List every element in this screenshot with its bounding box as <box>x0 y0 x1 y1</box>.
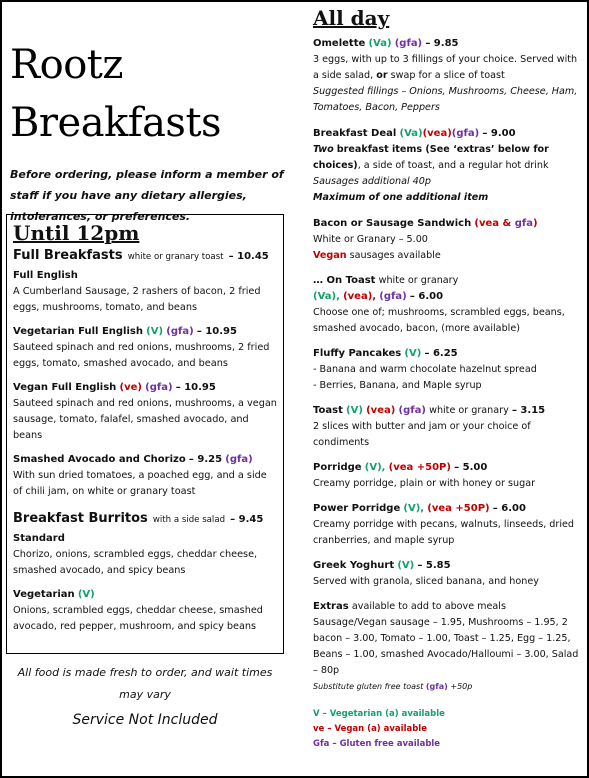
power-porridge-name: Power Porridge <box>313 503 401 514</box>
on-toast-desc: Choose one of; mushrooms, scrambled eggs, beans, smashed avocado, bacon, (more available) <box>313 307 565 334</box>
vegetarian-tag: (Va) <box>368 38 392 49</box>
porridge-name: Porridge <box>313 462 362 473</box>
full-breakfasts-note: white or granary toast <box>127 252 224 262</box>
breakfast-deal-sausages: Sausages additional 40p <box>313 176 431 187</box>
all-day-heading: All day <box>313 6 390 30</box>
extras-list: Sausage/Vegan sausage – 1.95, Mushrooms – 1.95, 2 bacon – 3.00, Tomato – 1.00, Toast – 1.25, Egg – 1.25, Beans – 1.00, smashed Avocado/Halloumi – 3.00, Salad – 80p <box>313 617 579 676</box>
vegan-tag: (ve) <box>119 382 142 393</box>
legend-vegan: ve – Vegan (a) available <box>313 724 427 734</box>
vegan-tag: (vea) <box>343 291 373 302</box>
veg-full-english-desc: Sauteed spinach and red onions, mushrooms, 2 fried eggs, tomato, smashed avocado, and beans <box>13 342 270 369</box>
smashed-avocado-price: – 9.25 <box>188 454 223 465</box>
dietary-legend <box>313 707 583 752</box>
burritos-price: – 9.45 <box>230 514 264 525</box>
breakfast-deal-max: Maximum of one additional item <box>313 192 489 203</box>
full-english-item <box>13 268 277 316</box>
vegetarian-burrito-name: Vegetarian <box>13 589 75 600</box>
sandwich-vegan-rest: sausages available <box>349 250 441 261</box>
sandwich-line: White or Granary – 5.00 <box>313 234 428 245</box>
vegetarian-tag: (V) <box>404 348 422 359</box>
pancakes-option-1: - Banana and warm chocolate hazelnut spread <box>313 364 537 375</box>
vegetarian-tag: (V), <box>403 503 425 514</box>
breakfast-deal-name: Breakfast Deal <box>313 128 397 139</box>
sandwich-name: Bacon or Sausage Sandwich <box>313 218 472 229</box>
breakfast-deal-desc-a: breakfast items (See ‘extras’ below for choices) <box>313 144 549 171</box>
title-line-2: Breakfasts <box>10 100 222 146</box>
legend-gluten-free: Gfa – Gluten free available <box>313 739 441 749</box>
extras-substitute-price: +50p <box>450 682 473 691</box>
full-english-desc: A Cumberland Sausage, 2 rashers of bacon, 2 fried eggs, mushrooms, tomato, and beans <box>13 286 261 313</box>
greek-yoghurt-desc: Served with granola, sliced banana, and honey <box>313 576 539 587</box>
on-toast-price: – 6.00 <box>409 291 444 302</box>
breakfast-deal-two: Two <box>313 144 334 155</box>
vegetarian-tag: (V) <box>397 560 415 571</box>
vegan-full-english-item <box>13 380 277 444</box>
pancakes-name: Fluffy Pancakes <box>313 348 402 359</box>
omelette-suggested: Suggested fillings – Onions, Mushrooms, Cheese, Ham, Tomatoes, Bacon, Peppers <box>313 86 578 113</box>
vegetarian-burrito-desc: Onions, scrambled eggs, cheddar cheese, smashed avocado, red pepper, mushroom, and spicy beans <box>13 605 263 632</box>
breakfast-deal-desc <box>313 142 583 174</box>
vegetarian-tag: (Va) <box>313 291 337 302</box>
vegan-tag: (vea +50P) <box>388 462 451 473</box>
toast-price: – 3.15 <box>511 405 546 416</box>
service-note: Service Not Included <box>72 712 218 728</box>
omelette-desc-b: swap for a slice of toast <box>390 70 505 81</box>
gluten-free-tag: (gfa) <box>145 382 173 393</box>
smashed-avocado-name: Smashed Avocado and Chorizo <box>13 454 186 465</box>
extras-intro: available to add to above meals <box>351 601 506 612</box>
sandwich-vegan-word: Vegan <box>313 250 347 261</box>
on-toast-item: … On Toast white or granary (Va), (vea), (gfa) – 6.00 Choose one of; mushrooms, scrambled eggs, beans, smashed avocado, bacon, (more available) <box>313 273 583 337</box>
pancakes-option-2: - Berries, Banana, and Maple syrup <box>313 380 482 391</box>
vegetarian-tag: (V) <box>146 326 164 337</box>
until-12pm-section <box>6 214 284 654</box>
power-porridge-desc: Creamy porridge with pecans, walnuts, linseeds, dried cranberries, and maple syrup <box>313 519 574 546</box>
restaurant-title <box>10 36 302 152</box>
full-breakfasts-price: – 10.45 <box>228 251 269 262</box>
vegetarian-burrito-item <box>13 587 277 635</box>
title-line-1: Rootz <box>10 42 123 88</box>
gluten-free-tag: (gfa) <box>451 128 480 139</box>
breakfast-deal-desc-b: , a side of toast, and a regular hot drink <box>357 160 549 171</box>
omelette-desc-or: or <box>376 70 388 81</box>
omelette-item <box>313 36 583 116</box>
vegetarian-tag: (V) <box>77 589 95 600</box>
smashed-avocado-desc: With sun dried tomatoes, a poached egg, and a side of chili jam, on white or granary toast <box>13 470 267 497</box>
gluten-free-tag: (gfa) <box>166 326 194 337</box>
porridge-item <box>313 460 583 492</box>
greek-yoghurt-name: Greek Yoghurt <box>313 560 395 571</box>
burritos-title: Breakfast Burritos <box>13 511 148 526</box>
sandwich-paren-open: ( <box>474 218 479 229</box>
smashed-avocado-item <box>13 452 277 500</box>
vegan-full-english-desc: Sauteed spinach and red onions, mushrooms, a vegan sausage, tomato, falafel, smashed avocado, and beans <box>13 398 277 441</box>
gluten-free-tag: (gfa) <box>225 454 253 465</box>
full-breakfasts-title: Full Breakfasts <box>13 248 123 263</box>
burritos-header <box>13 508 277 529</box>
standard-burrito-item <box>13 531 277 579</box>
omelette-name: Omelette <box>313 38 366 49</box>
omelette-desc <box>313 52 583 84</box>
gluten-free-tag: (gfa) <box>379 291 407 302</box>
power-porridge-price: – 6.00 <box>492 503 526 514</box>
vegetarian-tag: (V), <box>364 462 386 473</box>
vegan-tag: vea <box>478 218 500 229</box>
on-toast-name: … On Toast <box>313 275 376 286</box>
allergy-notice: Before ordering, please inform a member of staff if you have any dietary allergies, intolerances, or preferences. <box>10 168 284 223</box>
porridge-price: – 5.00 <box>454 462 488 473</box>
porridge-desc: Creamy porridge, plain or with honey or sugar <box>313 478 536 489</box>
omelette-price: – 9.85 <box>425 38 459 49</box>
standard-burrito-desc: Chorizo, onions, scrambled eggs, cheddar cheese, smashed avocado, and spicy beans <box>13 549 258 576</box>
gluten-free-tag: (gfa) <box>394 38 423 49</box>
power-porridge-item <box>313 501 583 549</box>
fresh-notice: All food is made fresh to order, and wait times may vary <box>17 666 273 701</box>
vegan-tag: (vea) <box>422 128 452 139</box>
breakfast-deal-price: – 9.00 <box>482 128 516 139</box>
all-day-section <box>313 6 583 752</box>
legend-vegetarian: V – Vegetarian (a) available <box>313 709 445 719</box>
veg-full-english-price: – 10.95 <box>196 326 237 337</box>
vegan-tag: (vea +50P) <box>427 503 490 514</box>
extras-item <box>313 599 583 695</box>
vegetarian-tag: (Va) <box>399 128 423 139</box>
vegan-full-english-price: – 10.95 <box>175 382 216 393</box>
gluten-free-tag: gfa <box>514 218 533 229</box>
sandwich-amp: & <box>499 218 515 229</box>
extras-substitute-text: Substitute gluten free toast <box>313 682 424 691</box>
sandwich-vegan <box>313 248 583 264</box>
on-toast-note: white or granary <box>378 275 459 286</box>
toast-name: Toast <box>313 405 343 416</box>
gluten-free-tag: (gfa) <box>425 682 448 691</box>
vegan-tag: (vea) <box>366 405 396 416</box>
left-column <box>10 0 302 227</box>
sandwich-item <box>313 216 583 264</box>
omelette-desc-a: 3 eggs, with up to 3 fillings of your choice. Served with a side salad, <box>313 54 578 81</box>
gluten-free-tag: (gfa) <box>398 405 426 416</box>
greek-yoghurt-item <box>313 558 583 590</box>
breakfast-deal-item <box>313 126 583 206</box>
greek-yoghurt-price: – 5.85 <box>417 560 451 571</box>
toast-note: white or granary <box>429 405 509 416</box>
burritos-note: with a side salad <box>152 515 226 525</box>
full-english-name: Full English <box>13 270 78 281</box>
full-breakfasts-header <box>13 245 277 266</box>
toast-item <box>313 403 583 451</box>
until-12pm-heading: Until 12pm <box>13 221 140 245</box>
extras-substitute <box>313 679 583 695</box>
pancakes-item <box>313 346 583 394</box>
toast-desc: 2 slices with butter and jam or your choice of condiments <box>313 421 531 448</box>
veg-full-english-name: Vegetarian Full English <box>13 326 143 337</box>
vegetarian-tag: (V) <box>346 405 363 416</box>
standard-burrito-name: Standard <box>13 533 65 544</box>
vegan-full-english-name: Vegan Full English <box>13 382 117 393</box>
extras-name: Extras <box>313 601 349 612</box>
sandwich-paren-close: ) <box>532 218 538 229</box>
veg-full-english-item <box>13 324 277 372</box>
pancakes-price: – 6.25 <box>424 348 458 359</box>
